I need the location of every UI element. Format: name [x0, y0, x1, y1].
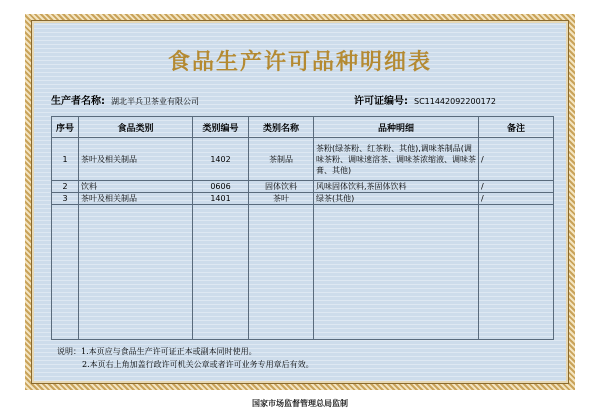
- cell-no: 3: [52, 193, 79, 205]
- empty-cell: [193, 205, 249, 340]
- cell-category: 饮料: [79, 181, 193, 193]
- empty-cell: [479, 205, 554, 340]
- producer-value: 湖北半兵卫茶业有限公司: [111, 97, 199, 106]
- info-row: [51, 89, 549, 105]
- cell-code: 0606: [193, 181, 249, 193]
- cell-remark: /: [479, 181, 554, 193]
- cell-category: 茶叶及相关制品: [79, 193, 193, 205]
- cell-detail: 茶粉(绿茶粉、红茶粉、其他),调味茶制品(调味茶粉、调味速溶茶、调味茶浓缩液、调味茶膏、其他): [314, 138, 479, 181]
- note-2: 2.本页右上角加盖行政许可机关公章或者许可业务专用章后有效。: [82, 360, 314, 369]
- frame-inner-line: [31, 20, 569, 384]
- header-code: 类别编号: [193, 117, 249, 138]
- producer-info: [51, 92, 199, 107]
- cell-name: 固体饮料: [249, 181, 314, 193]
- header-name: 类别名称: [249, 117, 314, 138]
- empty-cell: [52, 205, 79, 340]
- cell-name: 茶制品: [249, 138, 314, 181]
- header-detail: 品种明细: [314, 117, 479, 138]
- table-row: [52, 138, 554, 181]
- cell-name: 茶叶: [249, 193, 314, 205]
- license-info: [354, 92, 496, 107]
- empty-cell: [79, 205, 193, 340]
- cell-no: 2: [52, 181, 79, 193]
- header-no: 序号: [52, 117, 79, 138]
- header-category: 食品类别: [79, 117, 193, 138]
- issuer-footer: 国家市场监督管理总局监制: [252, 398, 348, 408]
- license-value: SC11442092200172: [414, 97, 496, 106]
- empty-cell: [249, 205, 314, 340]
- header-remark: 备注: [479, 117, 554, 138]
- cell-no: 1: [52, 138, 79, 181]
- cell-remark: /: [479, 193, 554, 205]
- notes: [57, 345, 314, 371]
- producer-label: 生产者名称:: [51, 96, 105, 107]
- table-header-row: [52, 117, 554, 138]
- table-row: [52, 181, 554, 193]
- cell-remark: /: [479, 138, 554, 181]
- cell-code: 1401: [193, 193, 249, 205]
- note-1: 说明：1.本页应与食品生产许可证正本或副本同时使用。: [57, 347, 257, 356]
- empty-cell: [314, 205, 479, 340]
- cell-code: 1402: [193, 138, 249, 181]
- page-title: 食品生产许可品种明细表: [167, 49, 432, 75]
- cell-detail: 风味固体饮料,茶固体饮料: [314, 181, 479, 193]
- cell-category: 茶叶及相关制品: [79, 138, 193, 181]
- license-label: 许可证编号:: [354, 96, 408, 107]
- cell-detail: 绿茶(其他): [314, 193, 479, 205]
- empty-table-area: [52, 205, 554, 340]
- table-row: [52, 193, 554, 205]
- certificate-paper: [34, 23, 566, 381]
- variety-table: [51, 116, 554, 340]
- certificate-frame: [25, 14, 575, 390]
